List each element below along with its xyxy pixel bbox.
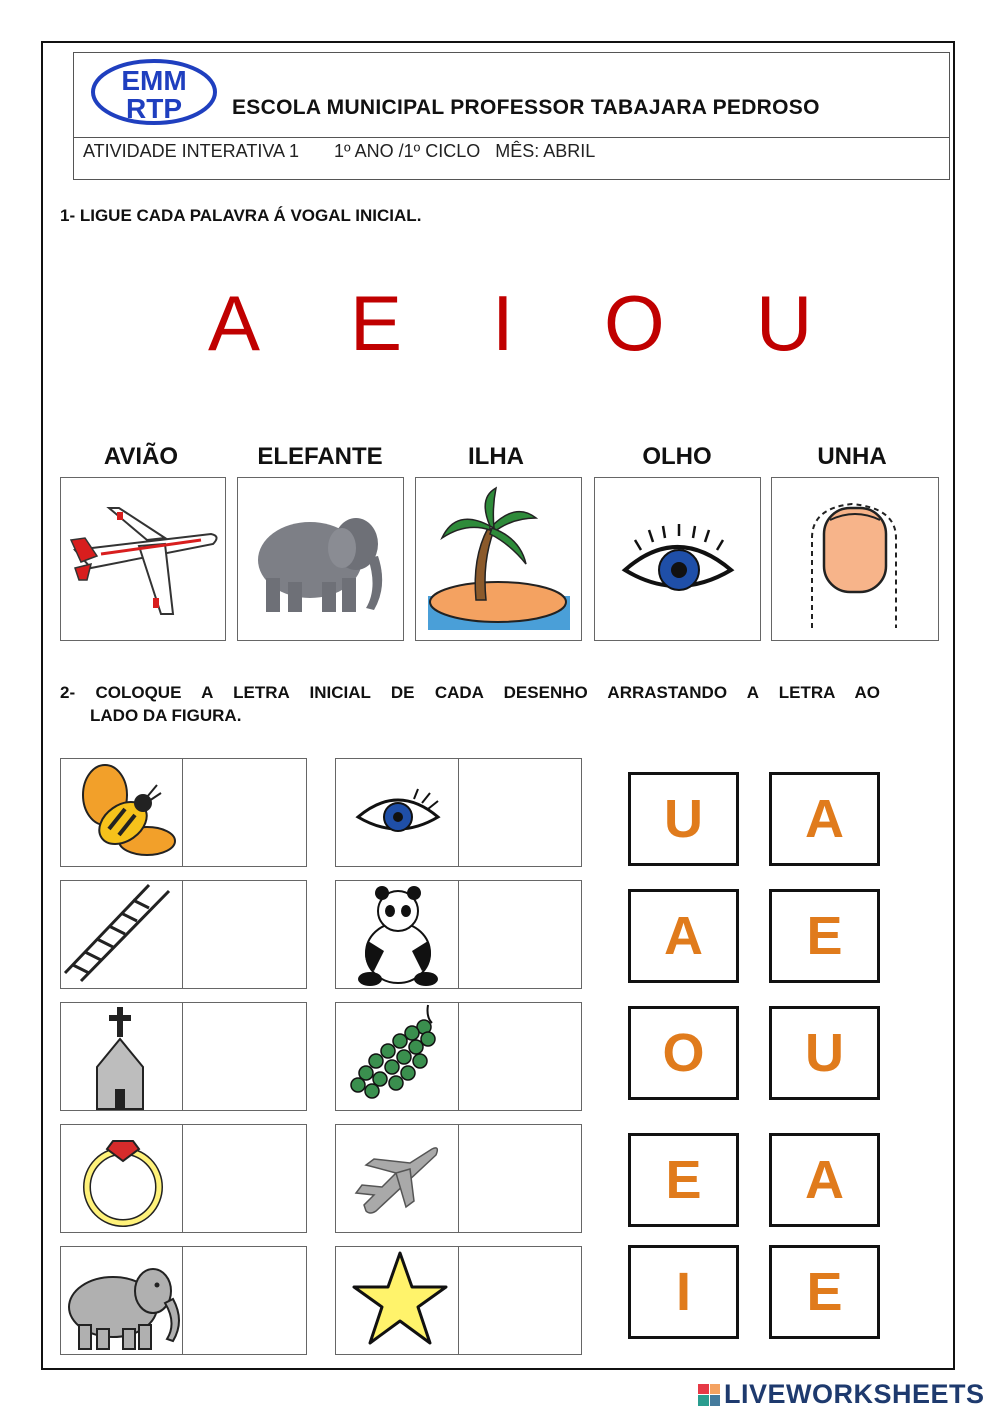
picture-eye — [594, 477, 761, 641]
ladder-icon — [61, 881, 182, 988]
right-picture-star — [335, 1246, 459, 1355]
word-elefante[interactable]: ELEFANTE — [257, 443, 383, 470]
header-divider — [73, 137, 950, 138]
answer-cell[interactable] — [182, 1124, 307, 1233]
elephant-icon — [238, 478, 403, 640]
answer-cell[interactable] — [458, 1124, 582, 1233]
right-picture-panda — [335, 880, 459, 989]
right-picture-grapes — [335, 1002, 459, 1111]
letter-tile[interactable]: A — [769, 772, 880, 866]
word-olho[interactable]: OLHO — [642, 443, 712, 470]
left-picture-elephant — [60, 1246, 183, 1355]
vowel-a[interactable]: A — [208, 279, 261, 367]
left-picture-ladder — [60, 880, 183, 989]
left-picture-church — [60, 1002, 183, 1111]
letter-tile[interactable]: E — [769, 1245, 880, 1339]
letter-tile[interactable]: A — [628, 889, 739, 983]
question-2-instruction: 2- COLOQUE A LETRA INICIAL DE CADA DESENHO ARRASTANDO A LETRA AO — [60, 683, 880, 702]
palm-island-icon — [416, 478, 581, 640]
ring-icon — [61, 1125, 182, 1232]
bee-icon — [61, 759, 182, 866]
church-icon — [61, 1003, 182, 1110]
letter-tile[interactable]: E — [769, 889, 880, 983]
picture-fingernail — [771, 477, 939, 641]
word-ilha[interactable]: ILHA — [468, 443, 524, 470]
airplane-icon — [336, 1125, 458, 1232]
answer-cell[interactable] — [458, 880, 582, 989]
vowel-i[interactable]: I — [492, 279, 514, 367]
picture-island — [415, 477, 582, 641]
vowel-o[interactable]: O — [604, 279, 665, 367]
panda-icon — [336, 881, 458, 988]
star-icon — [336, 1247, 458, 1354]
answer-cell[interactable] — [182, 1246, 307, 1355]
letter-tile[interactable]: E — [628, 1133, 739, 1227]
fingernail-icon — [772, 478, 938, 640]
school-logo — [90, 58, 218, 126]
activity-info: ATIVIDADE INTERATIVA 1 1º ANO /1º CICLO MÊS: ABRIL — [83, 141, 596, 161]
brand-name: LIVEWORKSHEETS — [724, 1379, 985, 1409]
letter-tile[interactable]: O — [628, 1006, 739, 1100]
picture-airplane — [60, 477, 226, 641]
eye-icon — [595, 478, 760, 640]
left-picture-bee — [60, 758, 183, 867]
answer-cell[interactable] — [182, 758, 307, 867]
word-aviao[interactable]: AVIÃO — [103, 443, 179, 470]
svg-text:EMM: EMM — [121, 65, 187, 96]
question-2-instruction-cont: LADO DA FIGURA. — [90, 706, 242, 725]
school-name: ESCOLA MUNICIPAL PROFESSOR TABAJARA PEDROSO — [232, 96, 820, 119]
question-1-instruction: 1- LIGUE CADA PALAVRA Á VOGAL INICIAL. — [60, 206, 422, 225]
vowel-u[interactable]: U — [756, 279, 813, 367]
answer-cell[interactable] — [182, 1002, 307, 1111]
right-picture-airplane — [335, 1124, 459, 1233]
eye-icon — [336, 759, 458, 866]
liveworksheets-brand[interactable] — [698, 1379, 985, 1410]
letter-tile[interactable]: U — [769, 1006, 880, 1100]
word-unha[interactable]: UNHA — [817, 443, 887, 470]
vowel-e[interactable]: E — [350, 279, 403, 367]
svg-text:RTP: RTP — [126, 93, 182, 124]
letter-tile[interactable]: U — [628, 772, 739, 866]
answer-cell[interactable] — [458, 1246, 582, 1355]
right-picture-eye — [335, 758, 459, 867]
elephant-icon — [61, 1247, 182, 1354]
left-picture-ring — [60, 1124, 183, 1233]
picture-elephant — [237, 477, 404, 641]
answer-cell[interactable] — [458, 1002, 582, 1111]
letter-tile[interactable]: I — [628, 1245, 739, 1339]
letter-tile[interactable]: A — [769, 1133, 880, 1227]
answer-cell[interactable] — [458, 758, 582, 867]
airplane-icon — [61, 478, 225, 640]
grapes-icon — [336, 1003, 458, 1110]
answer-cell[interactable] — [182, 880, 307, 989]
liveworksheets-logo-icon — [698, 1384, 720, 1406]
